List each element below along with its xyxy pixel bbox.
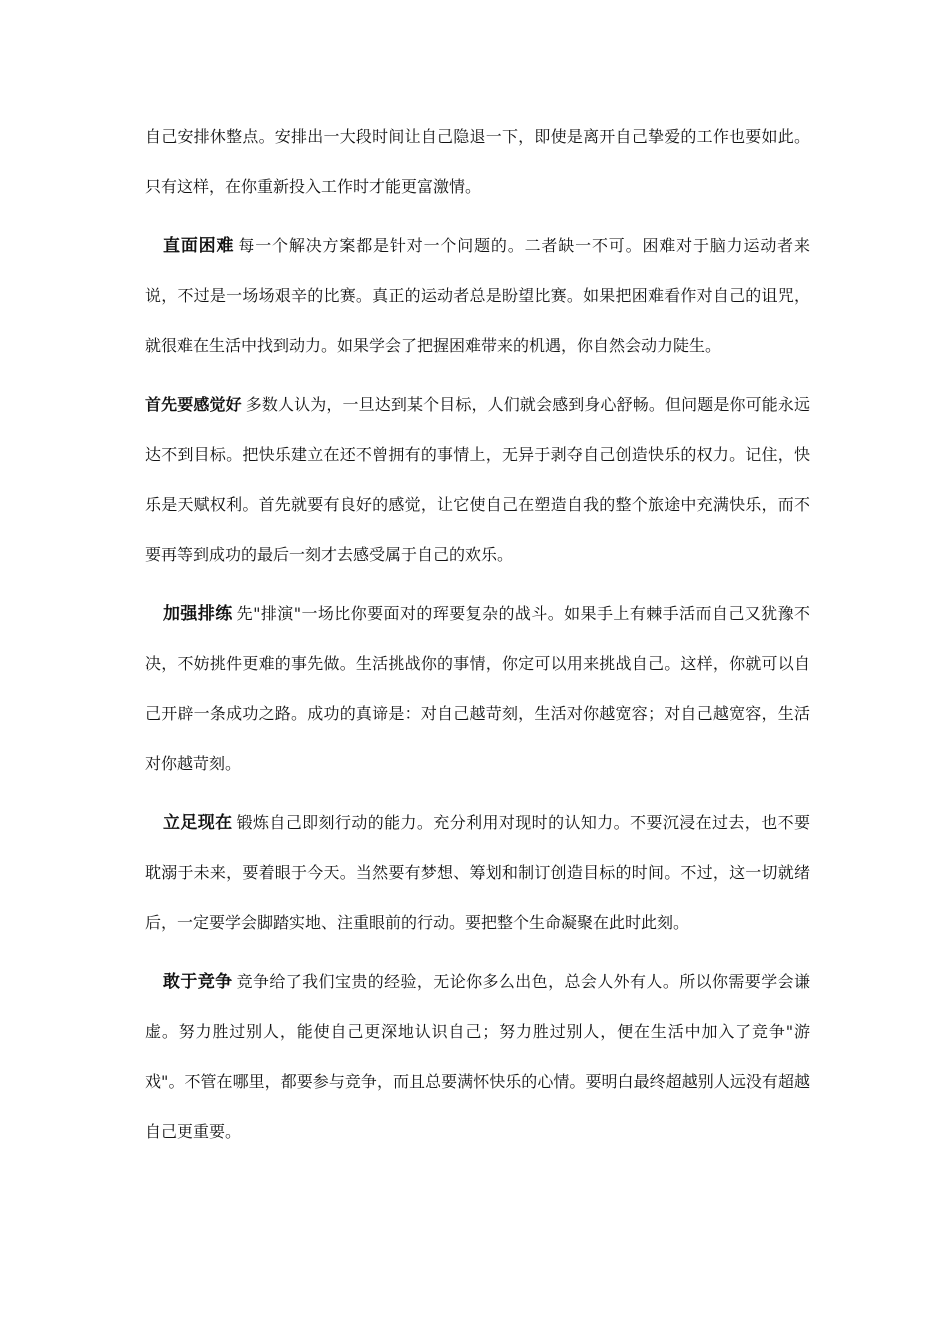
- paragraph-dare-compete: [145, 957, 810, 1157]
- paragraph-face-difficulty: [145, 221, 810, 371]
- document-body: [145, 112, 810, 1166]
- paragraph-heading: 首先要感觉好: [145, 395, 242, 414]
- paragraph-text: 每一个解决方案都是针对一个问题的。二者缺一不可。困难对于脑力运动者来说，不过是一场场艰辛的比赛。真正的运动者总是盼望比赛。如果把困难看作对自己的诅咒，就很难在生活中找到动力。如果学会了把握困难带来的机遇，你自然会动力陡生。: [145, 236, 810, 355]
- paragraph-text: 锻炼自己即刻行动的能力。充分利用对现时的认知力。不要沉浸在过去，也不要耽溺于未来，要着眼于今天。当然要有梦想、筹划和制订创造目标的时间。不过，这一切就绪后，一定要学会脚踏实地、注重眼前的行动。要把整个生命凝聚在此时此刻。: [145, 813, 810, 932]
- paragraph-text: 竞争给了我们宝贵的经验，无论你多么出色，总会人外有人。所以你需要学会谦虚。努力胜过别人，能使自己更深地认识自己；努力胜过别人，便在生活中加入了竞争"游戏"。不管在哪里，都要参与竞争，而且总要满怀快乐的心情。要明白最终超越别人远没有超越自己更重要。: [145, 972, 810, 1141]
- paragraph-text: 自己安排休整点。安排出一大段时间让自己隐退一下，即使是离开自己挚爱的工作也要如此。只有这样，在你重新投入工作时才能更富激情。: [145, 127, 810, 196]
- paragraph-live-now: [145, 798, 810, 948]
- paragraph-heading: 加强排练: [163, 604, 233, 624]
- paragraph-feel-good-first: [145, 380, 810, 580]
- paragraph-text: 先"排演"一场比你要面对的珲要复杂的战斗。如果手上有棘手活而自己又犹豫不决，不妨挑件更难的事先做。生活挑战你的事情，你定可以用来挑战自己。这样，你就可以自己开辟一条成功之路。成功的真谛是：对自己越苛刻，生活对你越宽容；对自己越宽容，生活对你越苛刻。: [145, 604, 810, 773]
- paragraph-heading: 敢于竞争: [163, 972, 233, 992]
- paragraph-text: 多数人认为，一旦达到某个目标，人们就会感到身心舒畅。但问题是你可能永远达不到目标。把快乐建立在还不曾拥有的事情上，无异于剥夺自己创造快乐的权力。记住，快乐是天赋权利。首先就要有良好的感觉，让它使自己在塑造自我的整个旅途中充满快乐，而不要再等到成功的最后一刻才去感受属于自己的欢乐。: [145, 395, 810, 564]
- paragraph-heading: 直面困难: [163, 236, 235, 256]
- paragraph-rehearse: [145, 589, 810, 789]
- paragraph-heading: 立足现在: [163, 813, 233, 833]
- paragraph-rest-break: [145, 112, 810, 212]
